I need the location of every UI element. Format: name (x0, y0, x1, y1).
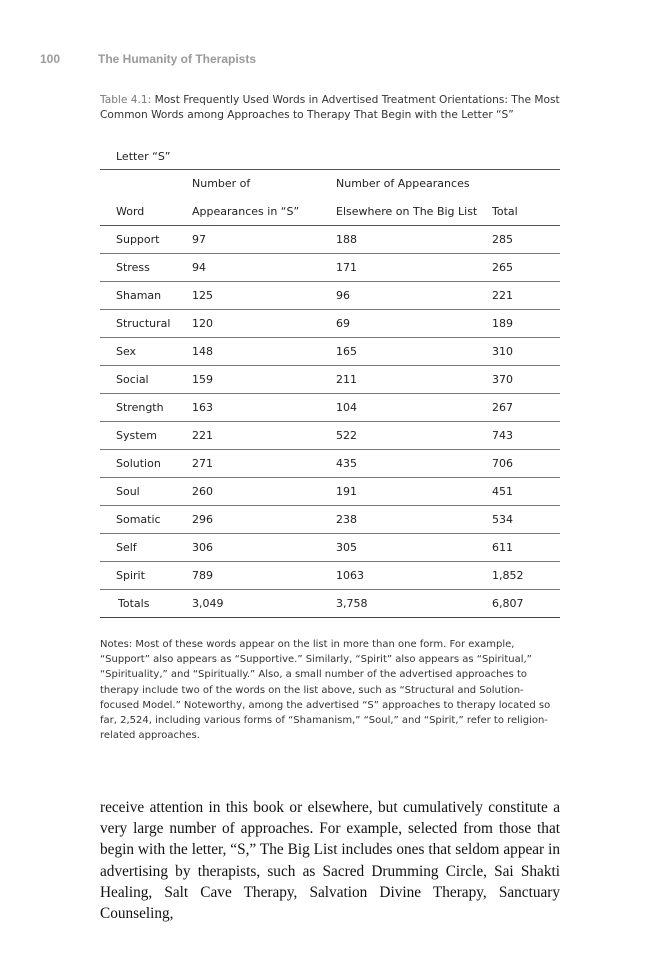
cell-elsewhere: 435 (336, 457, 357, 470)
cell-in-s: 260 (192, 485, 213, 498)
cell-total: 451 (492, 485, 513, 498)
cell-in-s: 120 (192, 317, 213, 330)
cell-total: 267 (492, 401, 513, 414)
cell-in-s: 148 (192, 345, 213, 358)
header-cell: Number of (192, 177, 251, 190)
table-row (100, 282, 560, 310)
cell-elsewhere: 211 (336, 373, 357, 386)
table-row (100, 394, 560, 422)
cell-in-s: 125 (192, 289, 213, 302)
cell-in-s: 221 (192, 429, 213, 442)
table-row (100, 254, 560, 282)
cell-word: Stress (116, 261, 150, 274)
cell-elsewhere: 104 (336, 401, 357, 414)
body-paragraph: receive attention in this book or elsewhere, but cumulatively constitute a very large number of approaches. For example, selected from those that begin with the letter, “S,” The Big List includes ones that seldom appear in advertising by therapists, such as Sacred Drumming Circle, Sai Shakti Healing, Salt Cave Therapy, Salvation Divine Therapy, Sanctuary Counseling, (100, 799, 560, 923)
cell-word: Shaman (116, 289, 162, 302)
cell-totals-total: 6,807 (492, 597, 524, 610)
cell-in-s: 306 (192, 541, 213, 554)
cell-word: Social (116, 373, 149, 386)
cell-elsewhere: 305 (336, 541, 357, 554)
table-row (100, 562, 560, 590)
cell-word: Self (116, 541, 137, 554)
cell-word: Soul (116, 485, 140, 498)
table-caption (100, 93, 560, 123)
table-row (100, 450, 560, 478)
table-row (100, 478, 560, 506)
cell-elsewhere: 238 (336, 513, 357, 526)
header-cell: Number of Appearances (336, 177, 470, 190)
cell-elsewhere: 1063 (336, 569, 364, 582)
cell-in-s: 163 (192, 401, 213, 414)
cell-in-s: 159 (192, 373, 213, 386)
running-head-title: The Humanity of Therapists (98, 52, 257, 66)
cell-total: 370 (492, 373, 513, 386)
cell-word: Sex (116, 345, 137, 358)
cell-totals-elsewhere: 3,758 (336, 597, 368, 610)
cell-word: Spirit (116, 569, 145, 582)
cell-total: 310 (492, 345, 513, 358)
header-cell-appearances-s: Appearances in “S” (192, 204, 300, 218)
cell-totals-in-s: 3,049 (192, 597, 224, 610)
cell-word: Strength (116, 401, 164, 414)
cell-totals-label: Totals (118, 597, 150, 610)
cell-total: 221 (492, 289, 513, 302)
header-cell-word: Word (116, 204, 145, 218)
table-row (100, 534, 560, 562)
cell-total: 706 (492, 457, 513, 470)
table-caption-text: Most Frequently Used Words in Advertised Treatment Orientations: The Most Common Words among Approaches to Therapy That Begin with the Letter “S” (100, 94, 560, 121)
cell-total: 265 (492, 261, 513, 274)
cell-word: Somatic (116, 513, 161, 526)
cell-in-s: 296 (192, 513, 213, 526)
word-frequency-table (100, 145, 560, 618)
cell-elsewhere: 96 (336, 289, 350, 302)
cell-total: 285 (492, 233, 513, 246)
table-header-row-2 (100, 197, 560, 226)
cell-total: 189 (492, 317, 513, 330)
table-row (100, 310, 560, 338)
cell-in-s: 789 (192, 569, 213, 582)
table-row (100, 226, 560, 254)
table-caption-label: Table 4.1: (100, 94, 152, 106)
table-notes: Notes: Most of these words appear on the list in more than one form. For example, “Support” also appears as “Supportive.” Similarly, “Spirit” also appears as “Spiritual,” “Spirituality,” and “Spiritually.” Also, a small number of the advertised approaches to therapy include two of the words on the list above, such as “Structural and Solution-focused Model.” Noteworthy, among the advertised “S” approaches to therapy located so far, 2,524, including various forms of “Shamanism,” “Soul,” and “Spirit,” refer to religion-related approaches. (100, 639, 551, 742)
table-header-row-1 (100, 170, 560, 197)
cell-elsewhere: 522 (336, 429, 357, 442)
table-row (100, 422, 560, 450)
running-head (40, 52, 256, 66)
cell-in-s: 97 (192, 233, 206, 246)
table-row (100, 366, 560, 394)
header-cell-appearances-elsewhere: Elsewhere on The Big List (336, 204, 478, 218)
cell-in-s: 94 (192, 261, 206, 274)
cell-total: 1,852 (492, 569, 524, 582)
cell-word: Support (116, 233, 160, 246)
cell-word: System (116, 429, 158, 442)
cell-elsewhere: 165 (336, 345, 357, 358)
page-number: 100 (40, 52, 61, 66)
header-cell-total: Total (492, 204, 518, 218)
cell-elsewhere: 191 (336, 485, 357, 498)
table-totals-row (100, 590, 560, 618)
cell-word: Solution (116, 457, 161, 470)
cell-total: 743 (492, 429, 513, 442)
cell-total: 534 (492, 513, 513, 526)
cell-total: 611 (492, 541, 513, 554)
table-group-label: Letter “S” (100, 145, 560, 170)
cell-in-s: 271 (192, 457, 213, 470)
cell-elsewhere: 188 (336, 233, 357, 246)
cell-elsewhere: 69 (336, 317, 350, 330)
cell-word: Structural (116, 317, 171, 330)
table-row (100, 506, 560, 534)
cell-elsewhere: 171 (336, 261, 357, 274)
table-row (100, 338, 560, 366)
